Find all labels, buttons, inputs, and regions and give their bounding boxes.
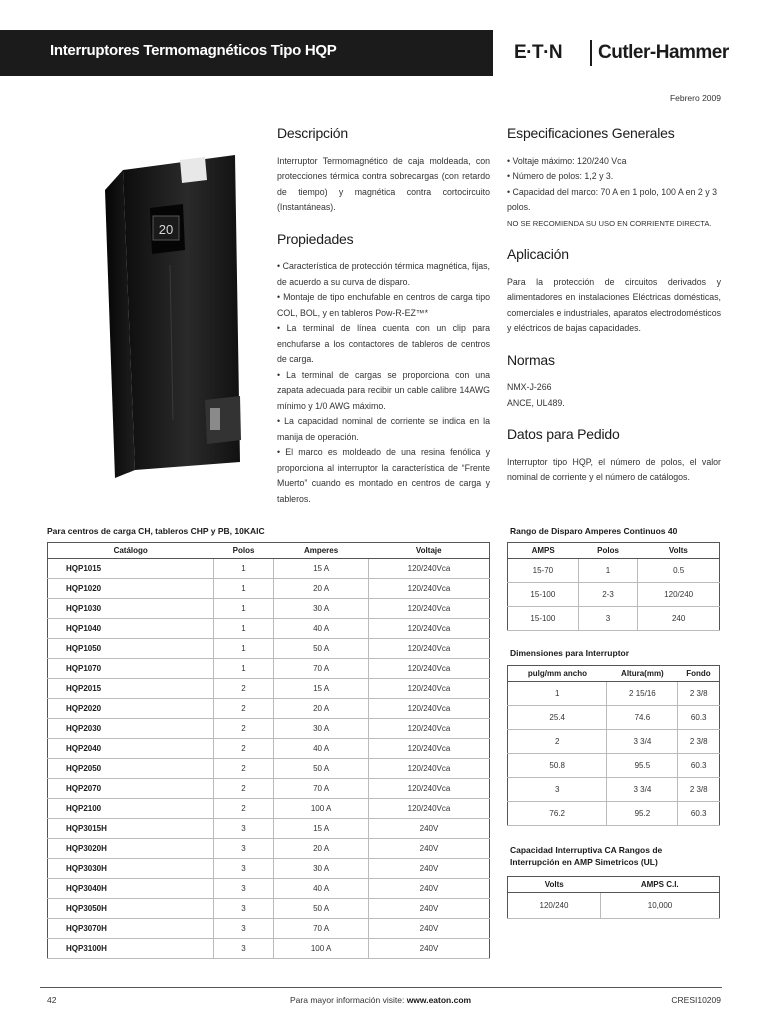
table-cell: 240V	[368, 819, 489, 839]
table-cell: 70 A	[274, 659, 369, 679]
table-cell: 30 A	[274, 599, 369, 619]
normas-line: ANCE, UL489.	[507, 397, 565, 408]
normas-heading: Normas	[507, 351, 555, 368]
table-cell: 120/240Vca	[368, 719, 489, 739]
table-cell: 120/240Vca	[368, 779, 489, 799]
pedido-heading: Datos para Pedido	[507, 426, 620, 442]
table-cell: 76.2	[508, 802, 607, 826]
website-link[interactable]: www.eaton.com	[406, 995, 472, 1005]
table-cell: 2 3/8	[678, 778, 720, 802]
propiedades-item: • El marco es moldeado de una resina fenólica y proporciona al interruptor la característica de “Frente Muerto” cuando es montado en centros de carga y tableros.	[277, 447, 490, 504]
table-cell: 120/240	[638, 583, 720, 607]
table-row	[508, 682, 720, 706]
table-cell: 3	[213, 859, 273, 879]
table-cell: HQP3015H	[48, 819, 214, 839]
table-cell: 3 3/4	[607, 730, 678, 754]
table-cell: 15 A	[274, 819, 369, 839]
propiedades-item: • Montaje de tipo enchufable en centros de carga tipo COL, BOL, y en tableros Pow-R-EZ™*	[277, 292, 490, 318]
especificaciones-item: • Capacidad del marco: 70 A en 1 polo, 100 A en 2 y 3 polos.	[507, 186, 717, 212]
table-cell: 3	[578, 607, 637, 631]
table-cell: HQP2070	[48, 779, 214, 799]
table-cell: 50 A	[274, 899, 369, 919]
table-cell: 1	[213, 619, 273, 639]
table-cell: 50 A	[274, 759, 369, 779]
table-cell: 50 A	[274, 639, 369, 659]
table-row	[48, 879, 490, 899]
table-cell: 3 3/4	[607, 778, 678, 802]
table-cell: 30 A	[274, 859, 369, 879]
table-cell: 60.3	[678, 754, 720, 778]
table-cell: 70 A	[274, 919, 369, 939]
table-cell: 20 A	[274, 579, 369, 599]
especificaciones-item: • Número de polos: 1,2 y 3.	[507, 171, 614, 181]
table-cell: 2	[213, 739, 273, 759]
table-cell: 95.5	[607, 754, 678, 778]
column-header: Polos	[213, 543, 273, 559]
table-cell: 20 A	[274, 699, 369, 719]
table-cell: 2 3/8	[678, 682, 720, 706]
table-cell: 120/240Vca	[368, 639, 489, 659]
table-cell: 240V	[368, 879, 489, 899]
table-cell: 2-3	[578, 583, 637, 607]
table-cell: 240V	[368, 859, 489, 879]
table-row	[48, 799, 490, 819]
table-cell: 120/240	[508, 893, 601, 919]
table-cell: 15 A	[274, 679, 369, 699]
rango-table	[507, 542, 720, 631]
propiedades-item: • Característica de protección térmica magnética, fijas, de acuerdo a su curva de disparo.	[277, 261, 490, 287]
table-cell: 60.3	[678, 802, 720, 826]
table-row	[48, 739, 490, 759]
especificaciones-item: • Voltaje máximo: 120/240 Vca	[507, 155, 627, 166]
table-cell: 1	[213, 639, 273, 659]
column-header: Altura(mm)	[607, 666, 678, 682]
table-row	[48, 719, 490, 739]
table-row	[508, 778, 720, 802]
descripcion-section	[277, 126, 490, 216]
table-row	[508, 730, 720, 754]
table-cell: 2	[213, 719, 273, 739]
table-row	[48, 859, 490, 879]
column-header: Volts	[508, 877, 601, 893]
table-cell: 74.6	[607, 706, 678, 730]
table-cell: HQP2100	[48, 799, 214, 819]
table-cell: 120/240Vca	[368, 579, 489, 599]
table-row	[508, 893, 720, 919]
table-cell: HQP1040	[48, 619, 214, 639]
table-cell: 2	[508, 730, 607, 754]
table-cell: 120/240Vca	[368, 619, 489, 639]
table-row	[48, 639, 490, 659]
column-header: Amperes	[274, 543, 369, 559]
table-cell: 2	[213, 759, 273, 779]
rango-table-title: Rango de Disparo Amperes Continuos 40	[510, 526, 678, 536]
table-cell: 1	[213, 659, 273, 679]
column-header: Voltaje	[368, 543, 489, 559]
table-row	[48, 679, 490, 699]
table-row	[48, 699, 490, 719]
table-row	[48, 599, 490, 619]
table-cell: HQP1015	[48, 559, 214, 579]
table-cell: 40 A	[274, 879, 369, 899]
page-number: 42	[47, 995, 57, 1005]
table-cell: 95.2	[607, 802, 678, 826]
table-cell: 120/240Vca	[368, 739, 489, 759]
table-cell: 1	[213, 579, 273, 599]
table-cell: 120/240Vca	[368, 599, 489, 619]
cutler-hammer-logo: Cutler-Hammer	[598, 42, 729, 63]
table-cell: 70 A	[274, 779, 369, 799]
table-cell: 120/240Vca	[368, 559, 489, 579]
table-cell: 0.5	[638, 559, 720, 583]
breaker-rating-label: 20	[158, 222, 174, 237]
breaker-photo	[95, 150, 255, 480]
table-cell: 2 3/8	[678, 730, 720, 754]
table-cell: HQP1020	[48, 579, 214, 599]
table-cell: 15-100	[508, 583, 579, 607]
table-header-row	[508, 543, 720, 559]
table-row	[508, 706, 720, 730]
table-cell: 1	[508, 682, 607, 706]
table-row	[48, 899, 490, 919]
publication-date: Febrero 2009	[669, 93, 721, 103]
footer-divider	[40, 987, 722, 988]
table-cell: 15 A	[274, 559, 369, 579]
column-header: Fondo	[678, 666, 720, 682]
table-cell: 40 A	[274, 739, 369, 759]
table-cell: HQP1050	[48, 639, 214, 659]
propiedades-item: • La capacidad nominal de corriente se indica en la manija de operación.	[277, 416, 490, 442]
main-table-title: Para centros de carga CH, tableros CHP y PB, 10KAIC	[47, 526, 265, 536]
table-cell: HQP1030	[48, 599, 214, 619]
table-row	[48, 759, 490, 779]
table-cell: 3	[508, 778, 607, 802]
column-header: AMPS	[508, 543, 579, 559]
column-header: Volts	[638, 543, 720, 559]
table-cell: 3	[213, 839, 273, 859]
table-row	[508, 754, 720, 778]
table-cell: 50.8	[508, 754, 607, 778]
table-cell: 1	[578, 559, 637, 583]
propiedades-item: • La terminal de línea cuenta con un clip para enchufarse a los contactores de tableros de centros de carga.	[277, 323, 490, 364]
normas-section	[507, 353, 721, 412]
table-cell: 120/240Vca	[368, 659, 489, 679]
table-cell: 3	[213, 899, 273, 919]
table-cell: 25.4	[508, 706, 607, 730]
pedido-section	[507, 427, 721, 486]
logo-divider	[590, 40, 592, 66]
pedido-text: Interruptor tipo HQP, el número de polos, el valor nominal de corriente y el número de catálogos.	[507, 456, 721, 482]
table-cell: HQP3030H	[48, 859, 214, 879]
table-cell: 20 A	[274, 839, 369, 859]
table-row	[48, 939, 490, 959]
table-cell: HQP3020H	[48, 839, 214, 859]
table-cell: HQP2030	[48, 719, 214, 739]
table-cell: 240V	[368, 919, 489, 939]
table-header-row	[508, 666, 720, 682]
catalog-table	[47, 542, 490, 959]
especificaciones-section	[507, 126, 721, 231]
page-title: Interruptores Termomagnéticos Tipo HQP	[50, 42, 337, 59]
table-cell: 2	[213, 699, 273, 719]
eaton-logo: E·T·N	[514, 42, 563, 63]
table-row	[48, 619, 490, 639]
table-row	[508, 583, 720, 607]
propiedades-section	[277, 232, 490, 508]
especificaciones-heading: Especificaciones Generales	[507, 125, 675, 141]
middle-column	[277, 126, 490, 523]
table-cell: 60.3	[678, 706, 720, 730]
column-header: Polos	[578, 543, 637, 559]
dimensions-table	[507, 665, 720, 826]
table-row	[48, 819, 490, 839]
table-cell: 100 A	[274, 939, 369, 959]
footer-info-prefix: Para mayor información visite:	[290, 995, 407, 1005]
aplicacion-text: Para la protección de circuitos derivados y alimentadores en instalaciones Eléctricas domésticas, comerciales e industriales, aparatos electrodomésticos y eléctricos de bajas capacidades.	[507, 276, 721, 333]
descripcion-text: Interruptor Termomagnético de caja moldeada, con protecciones térmica contra sobrecargas (con retardo de tiempo) y magnética contra cortocircuito (Instantáneas).	[277, 155, 490, 212]
normas-line: NMX-J-266	[507, 382, 552, 392]
table-cell: HQP3100H	[48, 939, 214, 959]
table-cell: 15-100	[508, 607, 579, 631]
table-cell: 3	[213, 939, 273, 959]
table-row	[48, 779, 490, 799]
table-row	[48, 839, 490, 859]
propiedades-item: • La terminal de cargas se proporciona con una zapata adecuada para recibir un cable calibre 14AWG mínimo y 1/0 AWG máximo.	[277, 369, 490, 411]
table-cell: HQP3050H	[48, 899, 214, 919]
table-cell: 30 A	[274, 719, 369, 739]
table-cell: 120/240Vca	[368, 759, 489, 779]
table-cell: 2	[213, 799, 273, 819]
propiedades-heading: Propiedades	[277, 230, 354, 247]
table-cell: 1	[213, 559, 273, 579]
table-cell: HQP3070H	[48, 919, 214, 939]
table-cell: 240V	[368, 939, 489, 959]
right-column	[507, 126, 721, 502]
aplicacion-section	[507, 247, 721, 337]
table-cell: 100 A	[274, 799, 369, 819]
table-cell: 120/240Vca	[368, 679, 489, 699]
table-row	[48, 919, 490, 939]
dim-table-title: Dimensiones para Interruptor	[510, 648, 630, 658]
table-row	[48, 659, 490, 679]
table-header-row	[48, 543, 490, 559]
table-row	[508, 802, 720, 826]
table-cell: 3	[213, 819, 273, 839]
table-cell: 2	[213, 679, 273, 699]
descripcion-heading: Descripción	[277, 125, 348, 141]
table-cell: 240	[638, 607, 720, 631]
column-header: Catálogo	[48, 543, 214, 559]
table-cell: 40 A	[274, 619, 369, 639]
table-cell: 15-70	[508, 559, 579, 583]
capacity-table	[507, 876, 720, 919]
document-code: CRESI10209	[671, 995, 721, 1005]
table-cell: 3	[213, 879, 273, 899]
table-row	[508, 607, 720, 631]
table-cell: HQP2040	[48, 739, 214, 759]
table-cell: HQP2020	[48, 699, 214, 719]
table-cell: 120/240Vca	[368, 799, 489, 819]
table-cell: HQP2050	[48, 759, 214, 779]
table-cell: HQP1070	[48, 659, 214, 679]
especificaciones-note: NO SE RECOMIENDA SU USO EN CORRIENTE DIRECTA.	[507, 218, 712, 228]
table-cell: 240V	[368, 839, 489, 859]
table-cell: 240V	[368, 899, 489, 919]
table-header-row	[508, 877, 720, 893]
table-cell: 120/240Vca	[368, 699, 489, 719]
table-row	[48, 579, 490, 599]
table-cell: 2 15/16	[607, 682, 678, 706]
column-header: AMPS C.I.	[601, 877, 720, 893]
table-row	[508, 559, 720, 583]
table-cell: HQP3040H	[48, 879, 214, 899]
table-cell: 10,000	[601, 893, 720, 919]
cap-table-title: Capacidad Interruptiva CA Rangos de Interrupción en AMP Simetricos (UL)	[510, 845, 663, 867]
aplicacion-heading: Aplicación	[507, 246, 569, 262]
table-cell: 3	[213, 919, 273, 939]
table-row	[48, 559, 490, 579]
table-cell: 1	[213, 599, 273, 619]
table-cell: HQP2015	[48, 679, 214, 699]
footer-info	[290, 995, 471, 1005]
table-cell: 2	[213, 779, 273, 799]
column-header: pulg/mm ancho	[508, 666, 607, 682]
